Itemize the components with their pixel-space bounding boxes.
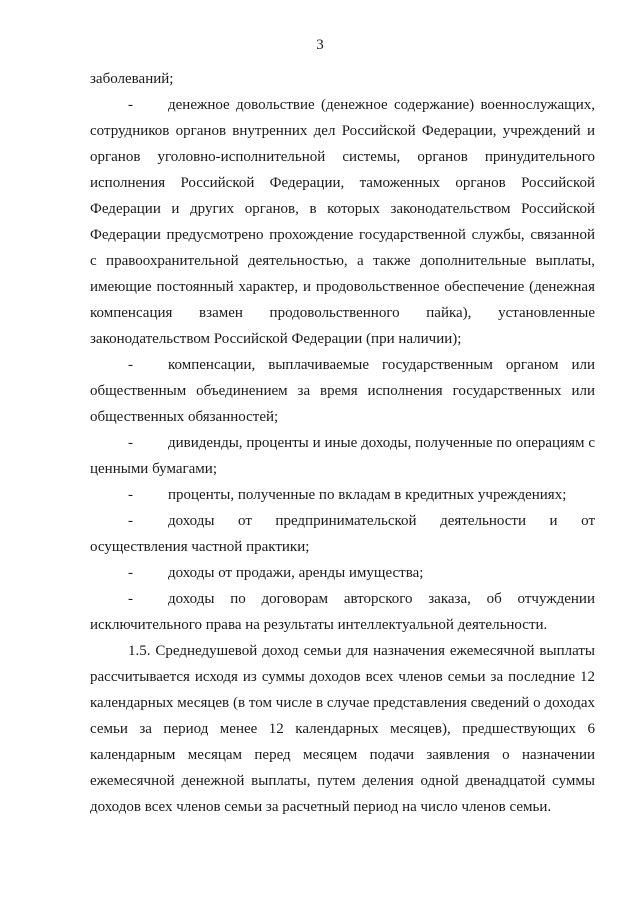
paragraph-continuation: заболеваний;	[90, 71, 174, 87]
list-bullet: -	[128, 487, 133, 503]
list-bullet: -	[128, 435, 133, 451]
list-item-text: компенсации, выплачиваемые государственным органом или общественным объединением за время исполнения государственных или общественных обязанностей;	[90, 357, 595, 425]
list-item	[90, 586, 595, 638]
list-item-text: дивиденды, проценты и иные доходы, полученные по операциям с ценными бумагами;	[90, 435, 595, 477]
list-bullet: -	[128, 97, 133, 113]
list-item	[90, 508, 595, 560]
list-bullet: -	[128, 565, 133, 581]
list-item	[90, 92, 595, 352]
paragraph-1-5: 1.5. Среднедушевой доход семьи для назначения ежемесячной выплаты рассчитывается исходя из суммы доходов всех членов семьи за последние 12 календарных месяцев (в том числе в случае представления сведений о доходах семьи за период менее 12 календарных месяцев), предшествующих 6 календарным месяцам перед месяцем подачи заявления о назначении ежемесячной денежной выплаты, путем деления одной двенадцатой суммы доходов всех членов семьи за расчетный период на число членов семьи.	[90, 643, 595, 815]
list-bullet: -	[128, 591, 133, 607]
list-bullet: -	[128, 513, 133, 529]
document-body	[90, 66, 595, 820]
page-number: 3	[316, 37, 324, 53]
list-item-text: доходы от предпринимательской деятельности и от осуществления частной практики;	[90, 513, 595, 555]
list-item	[90, 560, 595, 586]
list-item	[90, 352, 595, 430]
list-item-text: доходы от продажи, аренды имущества;	[168, 565, 424, 581]
list-item	[90, 482, 595, 508]
list-item	[90, 430, 595, 482]
list-item-text: доходы по договорам авторского заказа, об отчуждении исключительного права на результаты интеллектуальной деятельности.	[90, 591, 595, 633]
list-item-text: проценты, полученные по вкладам в кредитных учреждениях;	[168, 487, 567, 503]
list-item-text: денежное довольствие (денежное содержание) военнослужащих, сотрудников органов внутренних дел Российской Федерации, учреждений и органов уголовно-исполнительной системы, органов принудительного исполнения Российской Федерации, таможенных органов Российской Федерации и других органов, в которых законодательством Российской Федерации предусмотрено прохождение государственной службы, связанной с правоохранительной деятельностью, а также дополнительные выплаты, имеющие постоянный характер, и продовольственное обеспечение (денежная компенсация взамен продовольственного пайка), установленные законодательством Российской Федерации (при наличии);	[90, 97, 595, 347]
list-bullet: -	[128, 357, 133, 373]
